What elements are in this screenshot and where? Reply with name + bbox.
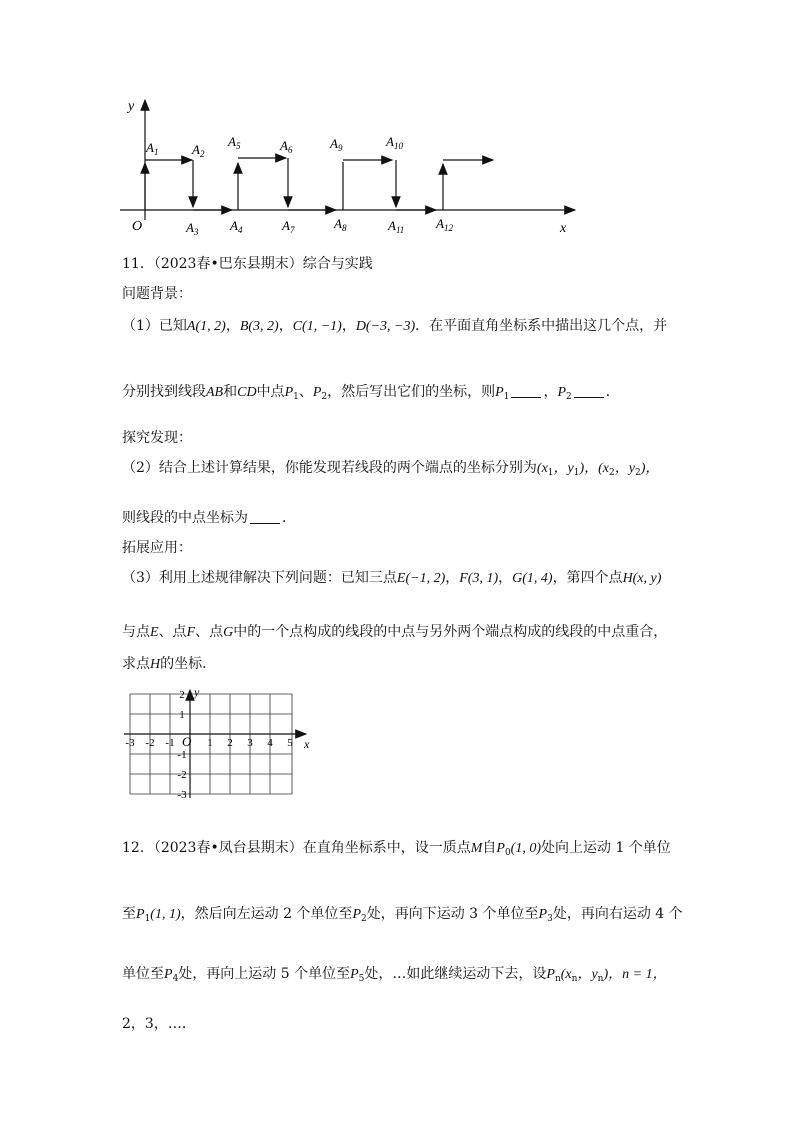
- svg-text:A3: $A_3$: [186, 220, 199, 237]
- svg-text:-1: -1: [165, 737, 175, 749]
- answer-blank-midpoint[interactable]: [250, 509, 280, 524]
- svg-text:2: 2: [227, 737, 233, 749]
- svg-text:4: 4: [267, 737, 273, 749]
- q11-part1-line2: 分别找到线段AB和CD中点$P_1$、$P_2$，然后写出它们的坐标，则$P_1$ ，$P_2$ ．: [122, 384, 620, 402]
- svg-text:-2: -2: [145, 737, 155, 749]
- svg-text:A5: $A_5$: [228, 134, 241, 151]
- svg-text:-1: -1: [177, 749, 187, 761]
- origin-label: O: [132, 219, 143, 234]
- coordinate-grid: [120, 688, 320, 802]
- x-axis-label: x: [560, 221, 567, 236]
- svg-text:5: 5: [287, 737, 293, 749]
- path-figure: [110, 90, 590, 240]
- q11-explore-title: 探究发现：: [122, 430, 192, 446]
- svg-text:A6: $A_6$: [280, 138, 293, 155]
- q12-line1: 12．（2023春•凤台县期末）在直角坐标系中，设一质点M自$P_0(1$, 0)处向上运动 1 个单位: [122, 840, 671, 858]
- svg-text:-3: -3: [125, 737, 135, 749]
- svg-text:-3: -3: [177, 789, 187, 801]
- q11-extend-title: 拓展应用：: [122, 540, 192, 556]
- svg-text:1: 1: [179, 709, 185, 721]
- svg-text:x: x: [304, 737, 310, 751]
- q11-part2-line1: （2）结合上述计算结果，你能发现若线段的两个端点的坐标分别为($x_1$，$y_1$)，($x_2$，$y_2$)，: [122, 460, 660, 478]
- q11-part3-line2: 与点E、点F、点G中的一个点构成的线段的中点与另外两个端点构成的线段的中点重合，: [122, 624, 668, 640]
- svg-text:y: y: [194, 688, 200, 699]
- q12-line4: 2，3，…．: [122, 1016, 196, 1032]
- svg-text:A10: $A_{10}$: [386, 134, 403, 151]
- q11-background-title: 问题背景：: [122, 286, 192, 302]
- q11-part3-line3: 求点H的坐标．: [122, 656, 217, 672]
- svg-text:A9: $A_9$: [330, 136, 343, 153]
- svg-text:A4: $A_4$: [230, 218, 243, 235]
- answer-blank-p2[interactable]: [574, 383, 604, 398]
- y-axis-label: y: [128, 99, 135, 114]
- svg-text:1: 1: [207, 737, 213, 749]
- svg-text:A7: $A_7$: [282, 218, 295, 235]
- q11-part3-line1: （3）利用上述规律解决下列问题：已知三点E(−1, 2)，F(3, 1)，G(1, 4)，第四个点H(x, y): [122, 570, 662, 586]
- q11-part1-line1: （1）已知A(1, 2)，B(3, 2)，C(1, −1)，D(−3, −3)．在平面直角坐标系中描出这几个点，并: [122, 318, 668, 334]
- svg-text:A2: $A_2$: [192, 142, 205, 159]
- svg-text:A12: $A_{12}$: [436, 216, 453, 233]
- svg-text:A11: $A_{11}$: [388, 218, 405, 235]
- svg-text:A1: $A_1$: [146, 140, 159, 157]
- svg-text:O: O: [182, 734, 192, 749]
- q11-header: 11．（2023春•巴东县期末）综合与实践: [122, 256, 373, 272]
- svg-text:A8: $A_8$: [334, 216, 347, 233]
- q12-line3: 单位至$P_4$处，再向上运动 5 个单位至$P_5$处，…如此继续运动下去，设$P_n(x_n$，$y_n$)，n = 1，: [122, 966, 667, 984]
- svg-text:-2: -2: [177, 769, 187, 781]
- q11-part2-line2: 则线段的中点坐标为 ．: [122, 510, 296, 526]
- svg-text:2: 2: [179, 689, 185, 701]
- answer-blank-p1[interactable]: [511, 383, 541, 398]
- svg-text:3: 3: [247, 737, 253, 749]
- q12-line2: 至$P_1(1$, 1)，然后向左运动 2 个单位至$P_2$处，再向下运动 3 个单位至$P_3$处，再向右运动 4 个: [122, 906, 683, 924]
